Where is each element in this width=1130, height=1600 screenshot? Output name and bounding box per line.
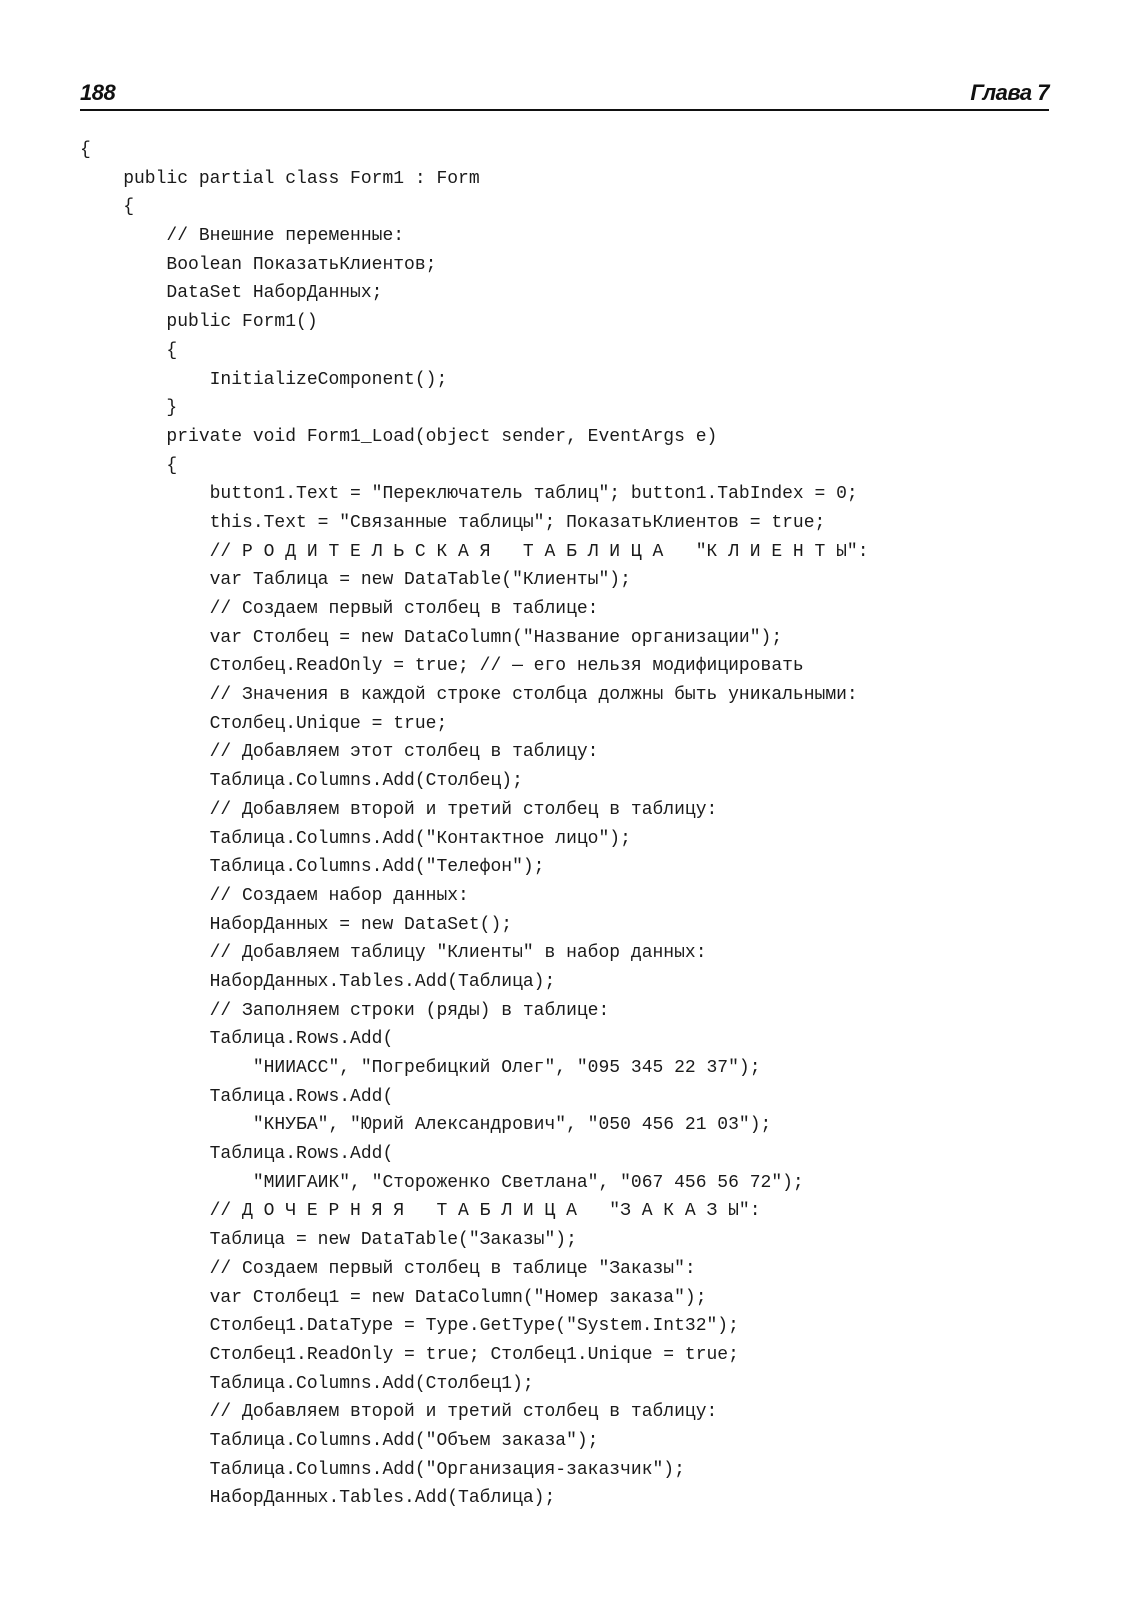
page-number: 188 xyxy=(80,80,116,105)
code-line: Boolean ПоказатьКлиентов; xyxy=(80,254,437,275)
code-line: // Добавляем этот столбец в таблицу: xyxy=(80,742,599,763)
code-line: НаборДанных = new DataSet(); xyxy=(80,914,513,935)
code-line: public partial class Form1 : Form xyxy=(80,168,480,189)
code-line: this.Text = "Связанные таблицы"; ПоказатьКлиентов = true; xyxy=(80,512,826,533)
code-line: { xyxy=(80,340,178,361)
code-line: Таблица.Columns.Add("Объем заказа"); xyxy=(80,1430,599,1451)
code-line: // Значения в каждой строке столбца должны быть уникальными: xyxy=(80,685,858,706)
code-line: Таблица.Rows.Add( xyxy=(80,1086,394,1107)
code-line: Таблица = new DataTable("Заказы"); xyxy=(80,1230,577,1251)
code-line: private void Form1_Load(object sender, EventArgs e) xyxy=(80,426,718,447)
code-line: // Создаем первый столбец в таблице "Заказы": xyxy=(80,1258,696,1279)
code-line: Столбец.Unique = true; xyxy=(80,713,448,734)
code-line: НаборДанных.Tables.Add(Таблица); xyxy=(80,1488,556,1509)
code-line: button1.Text = "Переключатель таблиц"; button1.TabIndex = 0; xyxy=(80,484,858,505)
code-line: // Создаем первый столбец в таблице: xyxy=(80,599,599,619)
code-line: Таблица.Columns.Add(Столбец1); xyxy=(80,1373,534,1394)
code-line: { xyxy=(80,197,135,218)
code-line: // Внешние переменные: xyxy=(80,226,405,247)
code-line: { xyxy=(80,140,91,160)
header-divider xyxy=(80,109,1049,111)
code-line: Таблица.Columns.Add(Столбец); xyxy=(80,771,523,792)
code-line: public Form1() xyxy=(80,312,318,333)
code-line: // Р О Д И Т Е Л Ь С К А Я Т А Б Л И Ц А "К Л И Е Н Т Ы": xyxy=(80,541,869,562)
code-line: var Столбец1 = new DataColumn("Номер заказа"); xyxy=(80,1287,707,1308)
code-listing xyxy=(80,136,1060,1513)
code-line: Таблица.Rows.Add( xyxy=(80,1144,394,1165)
code-line: // Добавляем второй и третий столбец в таблицу: xyxy=(80,799,718,820)
code-line: var Таблица = new DataTable("Клиенты"); xyxy=(80,570,631,591)
code-line: InitializeComponent(); xyxy=(80,369,448,390)
code-line: Столбец1.DataType = Type.GetType("System.Int32"); xyxy=(80,1316,739,1337)
page-header xyxy=(80,78,1049,110)
code-line: "НИИАСС", "Погребицкий Олег", "095 345 22 37"); xyxy=(80,1058,761,1078)
code-line: Таблица.Columns.Add("Контактное лицо"); xyxy=(80,828,631,849)
code-line: // Добавляем таблицу "Клиенты" в набор данных: xyxy=(80,943,707,964)
code-line: // Создаем набор данных: xyxy=(80,885,469,906)
code-line: var Столбец = new DataColumn("Название организации"); xyxy=(80,627,783,648)
code-line: Таблица.Rows.Add( xyxy=(80,1029,394,1050)
code-line: // Добавляем второй и третий столбец в таблицу: xyxy=(80,1402,718,1423)
code-line: Столбец1.ReadOnly = true; Столбец1.Unique = true; xyxy=(80,1344,739,1365)
code-line: НаборДанных.Tables.Add(Таблица); xyxy=(80,971,556,992)
code-line: } xyxy=(80,398,178,419)
code-line: Столбец.ReadOnly = true; // — его нельзя модифицировать xyxy=(80,656,804,677)
code-line: "КНУБА", "Юрий Александрович", "050 456 21 03"); xyxy=(80,1115,772,1136)
code-line: Таблица.Columns.Add("Организация-заказчик"); xyxy=(80,1459,685,1480)
code-line: // Заполняем строки (ряды) в таблице: xyxy=(80,1000,610,1021)
code-line: DataSet НаборДанных; xyxy=(80,283,383,304)
code-line: { xyxy=(80,455,178,476)
chapter-title: Глава 7 xyxy=(970,80,1049,105)
code-line: Таблица.Columns.Add("Телефон"); xyxy=(80,857,545,878)
code-line: // Д О Ч Е Р Н Я Я Т А Б Л И Ц А "З А К А З Ы": xyxy=(80,1201,761,1222)
code-line: "МИИГАИК", "Стороженко Светлана", "067 456 56 72"); xyxy=(80,1172,804,1193)
